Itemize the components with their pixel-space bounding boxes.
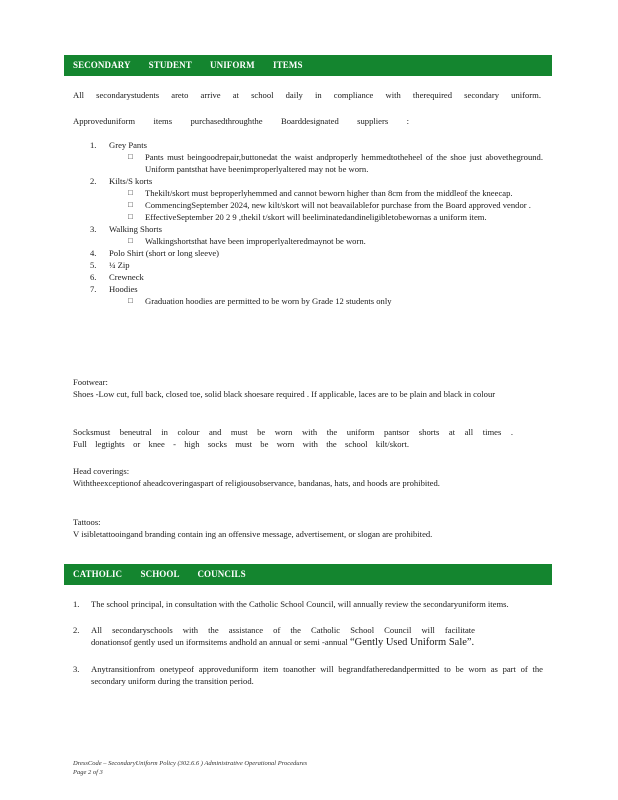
- square-bullet-icon: □: [128, 212, 133, 221]
- sub-list-item: [91, 199, 543, 211]
- item-label: Crewneck: [109, 272, 144, 282]
- item-label: Hoodies: [109, 284, 138, 294]
- square-bullet-icon: □: [128, 200, 133, 209]
- list-item: [73, 223, 543, 247]
- uniform-items-list: [73, 139, 543, 307]
- footer-policy-line: DressCode – SecondaryUniform Policy (302.6.6 ) Administrative Operational Procedures: [73, 760, 308, 767]
- list-item: [73, 663, 543, 687]
- sub-list-item: [91, 187, 543, 199]
- item-label: Polo Shirt (short or long sleeve): [109, 248, 220, 258]
- sub-item-text: Graduation hoodies are permitted to be worn by Grade 12 students only: [145, 296, 392, 306]
- item-number: 2.: [90, 176, 97, 186]
- item-text: The school principal, in consultation with the Catholic School Council, will annually review the secondaryuniform items.: [91, 599, 509, 609]
- square-bullet-icon: □: [128, 188, 133, 197]
- tattoos-text: V isibletattooingand branding contain ing an offensive message, advertisement, or slogan are prohibited.: [73, 529, 433, 539]
- list-item: [73, 283, 543, 307]
- sub-item-text: Pants must beingoodrepair,buttonedat the waist andproperly hemmedtotheheel of the shoe just abovetheground. Uniform pantsthat have beenimproperlyaltered may not be worn.: [145, 152, 543, 174]
- socks-line-1: Socksmust beneutral in colour and must be worn with the uniform pantsor shorts at all times .: [73, 427, 513, 437]
- list-item: [73, 175, 543, 223]
- list-item: [73, 139, 543, 175]
- sub-list-item: [91, 295, 543, 307]
- item-text: All secondaryschools with the assistance of the Catholic School Council will facilitate: [91, 625, 475, 635]
- item-number: 2.: [73, 625, 80, 635]
- sub-item-text: Thekilt/skort must beproperlyhemmed and cannot beworn higher than 8cm from the middleof the kneecap.: [145, 188, 513, 198]
- item-label: Walking Shorts: [109, 224, 163, 234]
- page-footer: [73, 759, 307, 777]
- sub-item-text: CommencingSeptember 2024, new kilt/skort will not beavailablefor purchase from the Board approved vendor .: [145, 200, 531, 210]
- footer-page-number: Page 2 of 3: [73, 769, 103, 776]
- head-coverings-heading: Head coverings:: [73, 466, 130, 476]
- item-number: 1.: [90, 140, 97, 150]
- list-item: [73, 259, 543, 271]
- section-heading-catholic-councils: CATHOLIC SCHOOL COUNCILS: [64, 564, 552, 585]
- sub-list-item: [91, 211, 543, 223]
- square-bullet-icon: □: [128, 296, 133, 305]
- section-heading-uniform-items: SECONDARY STUDENT UNIFORM ITEMS: [64, 55, 552, 76]
- head-coverings-text: Withtheexceptionof aheadcoveringaspart of religiousobservance, bandanas, hats, and hoods are prohibited.: [73, 478, 440, 488]
- tattoos-heading: Tattoos:: [73, 517, 101, 527]
- item-number: 4.: [90, 248, 97, 258]
- item-label: Kilts/S korts: [109, 176, 153, 186]
- item-text: donationsof gently used un iformsitems andhold an annual or semi -annual: [91, 637, 348, 647]
- list-item: [73, 624, 543, 649]
- item-number: 6.: [90, 272, 97, 282]
- item-number: 7.: [90, 284, 97, 294]
- list-item: [73, 598, 543, 610]
- item-number: 5.: [90, 260, 97, 270]
- item-number: 3.: [90, 224, 97, 234]
- footwear-heading: Footwear:: [73, 377, 108, 387]
- sub-item-text: Walkingshortsthat have been improperlyalteredmaynot be worn.: [145, 236, 366, 246]
- sub-item-text: EffectiveSeptember 20 2 9 ,thekil t/skort will beeliminatedandineligibletobewornas a uniform item.: [145, 212, 487, 222]
- item-text-emphasis: “Gently Used Uniform Sale”.: [349, 637, 475, 648]
- square-bullet-icon: □: [128, 236, 133, 245]
- sub-list-item: [91, 151, 543, 175]
- item-number: 3.: [73, 664, 80, 674]
- footwear-text: Shoes -Low cut, full back, closed toe, solid black shoesare required . If applicable, laces are to be plain and black in colour: [73, 389, 496, 399]
- square-bullet-icon: □: [128, 152, 133, 161]
- list-item: [73, 247, 543, 259]
- item-number: 1.: [73, 599, 80, 609]
- item-text: Anytransitionfrom onetypeof approveduniform item toanother will begrandfatheredandpermitted to be worn as part of the secondary uniform during the transition period.: [91, 664, 543, 686]
- list-item: [73, 271, 543, 283]
- item-label: Grey Pants: [109, 140, 147, 150]
- sub-list-item: [91, 235, 543, 247]
- item-label: ¼ Zip: [109, 260, 130, 270]
- intro-paragraph: All secondarystudents areto arrive at school daily in compliance with therequired secondary uniform.: [73, 90, 541, 100]
- approved-suppliers-line: Approveduniform items purchasedthroughthe Boarddesignated suppliers :: [73, 116, 409, 126]
- catholic-council-list: [73, 598, 543, 701]
- socks-line-2: Full legtights or knee - high socks must be worn with the school kilt/skort.: [73, 439, 409, 449]
